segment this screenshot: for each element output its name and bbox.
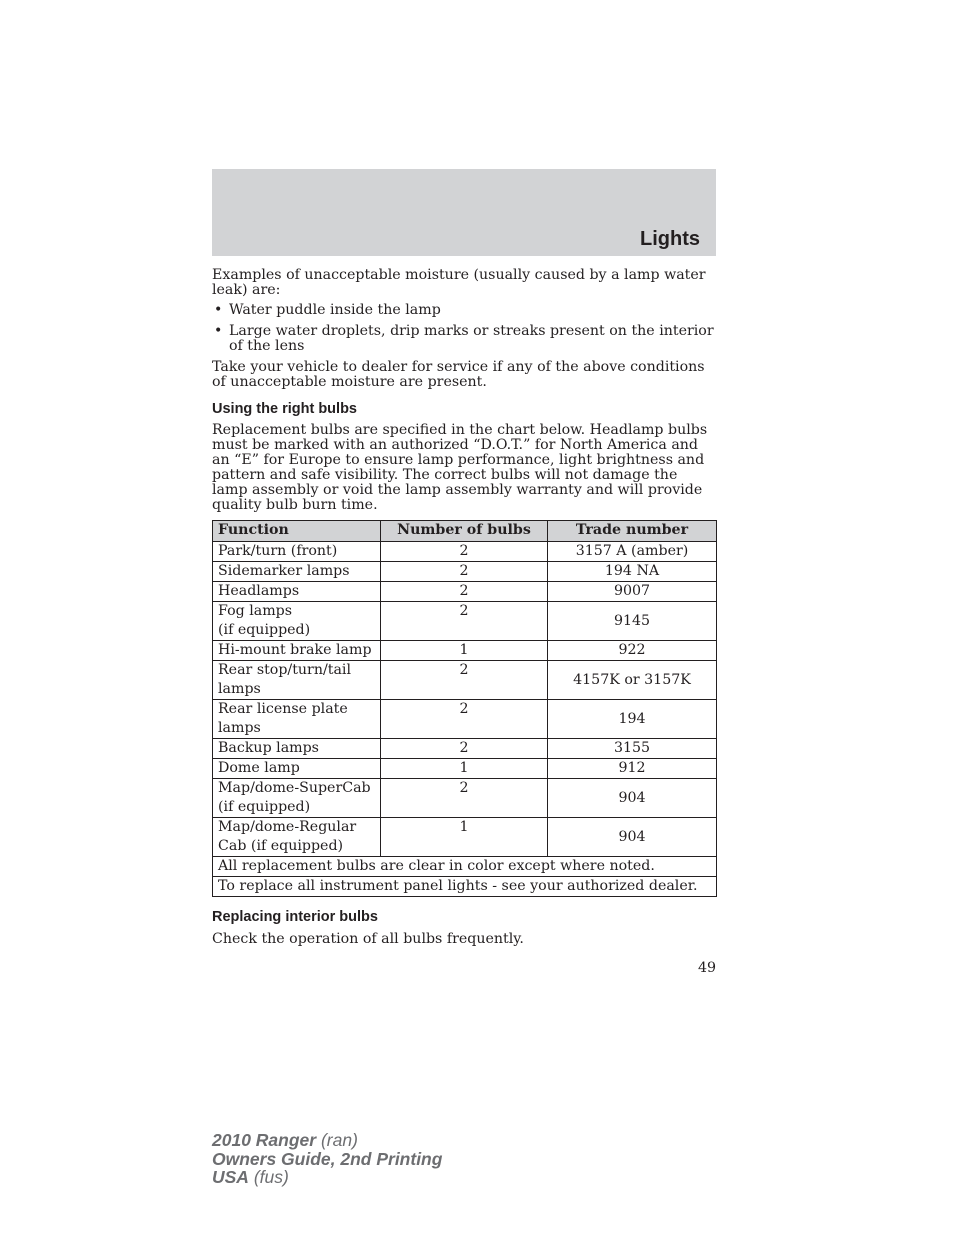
list-item: • Water puddle inside the lamp bbox=[214, 302, 441, 318]
cell-function: Rear stop/turn/tail lamps bbox=[213, 661, 381, 700]
moisture-intro-paragraph: Examples of unacceptable moisture (usually caused by a lamp water leak) are: bbox=[212, 267, 706, 298]
cell-number-of-bulbs: 2 bbox=[381, 779, 548, 818]
cell-function: Map/dome-SuperCab (if equipped) bbox=[213, 779, 381, 818]
table-row bbox=[213, 759, 717, 779]
cell-number-of-bulbs: 1 bbox=[381, 759, 548, 779]
bullet-icon: • bbox=[214, 302, 223, 318]
cell-function: Headlamps bbox=[213, 582, 381, 602]
cell-trade-number: 9145 bbox=[548, 602, 717, 641]
cell-function: Map/dome-Regular Cab (if equipped) bbox=[213, 818, 381, 857]
page-number: 49 bbox=[697, 960, 716, 976]
section-title: Lights bbox=[640, 228, 700, 250]
footer-line-region: USA (fus) bbox=[212, 1167, 289, 1187]
bullet-icon: • bbox=[214, 323, 223, 339]
cell-trade-number: 922 bbox=[548, 641, 717, 661]
cell-trade-number: 912 bbox=[548, 759, 717, 779]
interior-bulbs-paragraph: Check the operation of all bulbs frequently. bbox=[212, 931, 524, 947]
cell-function: Fog lamps (if equipped) bbox=[213, 602, 381, 641]
bulbs-description-paragraph: Replacement bulbs are specified in the chart below. Headlamp bulbs must be marked with an authorized “D.O.T.” for North America and an “E” for Europe to ensure lamp performance, light brightness and pattern and safe visibility. The correct bulbs will not damage the lamp assembly or void the lamp assembly warranty and will provide quality bulb burn time. bbox=[212, 422, 708, 513]
bulb-chart-table bbox=[212, 520, 717, 897]
table-row bbox=[213, 818, 717, 857]
table-row bbox=[213, 602, 717, 641]
table-row bbox=[213, 582, 717, 602]
cell-number-of-bulbs: 2 bbox=[381, 700, 548, 739]
cell-trade-number: 904 bbox=[548, 818, 717, 857]
cell-trade-number: 904 bbox=[548, 779, 717, 818]
column-header-function: Function bbox=[213, 521, 381, 542]
table-row bbox=[213, 779, 717, 818]
column-header-trade-number: Trade number bbox=[548, 521, 717, 542]
moisture-service-paragraph: Take your vehicle to dealer for service if any of the above conditions of unacceptable moisture are present. bbox=[212, 359, 705, 390]
table-note-row bbox=[213, 857, 717, 877]
cell-trade-number: 3157 A (amber) bbox=[548, 542, 717, 562]
column-header-number-of-bulbs: Number of bulbs bbox=[381, 521, 548, 542]
table-row bbox=[213, 641, 717, 661]
cell-number-of-bulbs: 2 bbox=[381, 582, 548, 602]
list-item: • Large water droplets, drip marks or streaks present on the interior of the lens bbox=[214, 323, 714, 354]
cell-trade-number: 3155 bbox=[548, 739, 717, 759]
cell-function: Rear license plate lamps bbox=[213, 700, 381, 739]
table-row bbox=[213, 700, 717, 739]
cell-function: Park/turn (front) bbox=[213, 542, 381, 562]
footer-line-guide: Owners Guide, 2nd Printing bbox=[212, 1148, 443, 1169]
table-header-row bbox=[213, 521, 717, 542]
note-instrument-panel: To replace all instrument panel lights - see your authorized dealer. bbox=[213, 877, 717, 897]
cell-number-of-bulbs: 2 bbox=[381, 739, 548, 759]
cell-trade-number: 9007 bbox=[548, 582, 717, 602]
cell-trade-number: 194 bbox=[548, 700, 717, 739]
cell-number-of-bulbs: 1 bbox=[381, 641, 548, 661]
page-content bbox=[212, 268, 716, 947]
moisture-bullet-list bbox=[212, 303, 716, 354]
cell-number-of-bulbs: 1 bbox=[381, 818, 548, 857]
using-right-bulbs-heading: Using the right bulbs bbox=[212, 401, 357, 417]
table-row bbox=[213, 661, 717, 700]
cell-number-of-bulbs: 2 bbox=[381, 602, 548, 641]
section-header-band bbox=[212, 169, 716, 256]
table-note-row bbox=[213, 877, 717, 897]
cell-number-of-bulbs: 2 bbox=[381, 542, 548, 562]
cell-function: Hi-mount brake lamp bbox=[213, 641, 381, 661]
cell-number-of-bulbs: 2 bbox=[381, 661, 548, 700]
cell-trade-number: 194 NA bbox=[548, 562, 717, 582]
cell-trade-number: 4157K or 3157K bbox=[548, 661, 717, 700]
table-row bbox=[213, 739, 717, 759]
note-clear-bulbs: All replacement bulbs are clear in color except where noted. bbox=[213, 857, 717, 877]
replacing-interior-bulbs-heading: Replacing interior bulbs bbox=[212, 909, 378, 925]
table-row bbox=[213, 562, 717, 582]
cell-function: Sidemarker lamps bbox=[213, 562, 381, 582]
footer-document-info bbox=[212, 1131, 442, 1187]
footer-line-model: 2010 Ranger (ran) bbox=[212, 1130, 358, 1150]
cell-function: Dome lamp bbox=[213, 759, 381, 779]
cell-function: Backup lamps bbox=[213, 739, 381, 759]
table-row bbox=[213, 542, 717, 562]
cell-number-of-bulbs: 2 bbox=[381, 562, 548, 582]
